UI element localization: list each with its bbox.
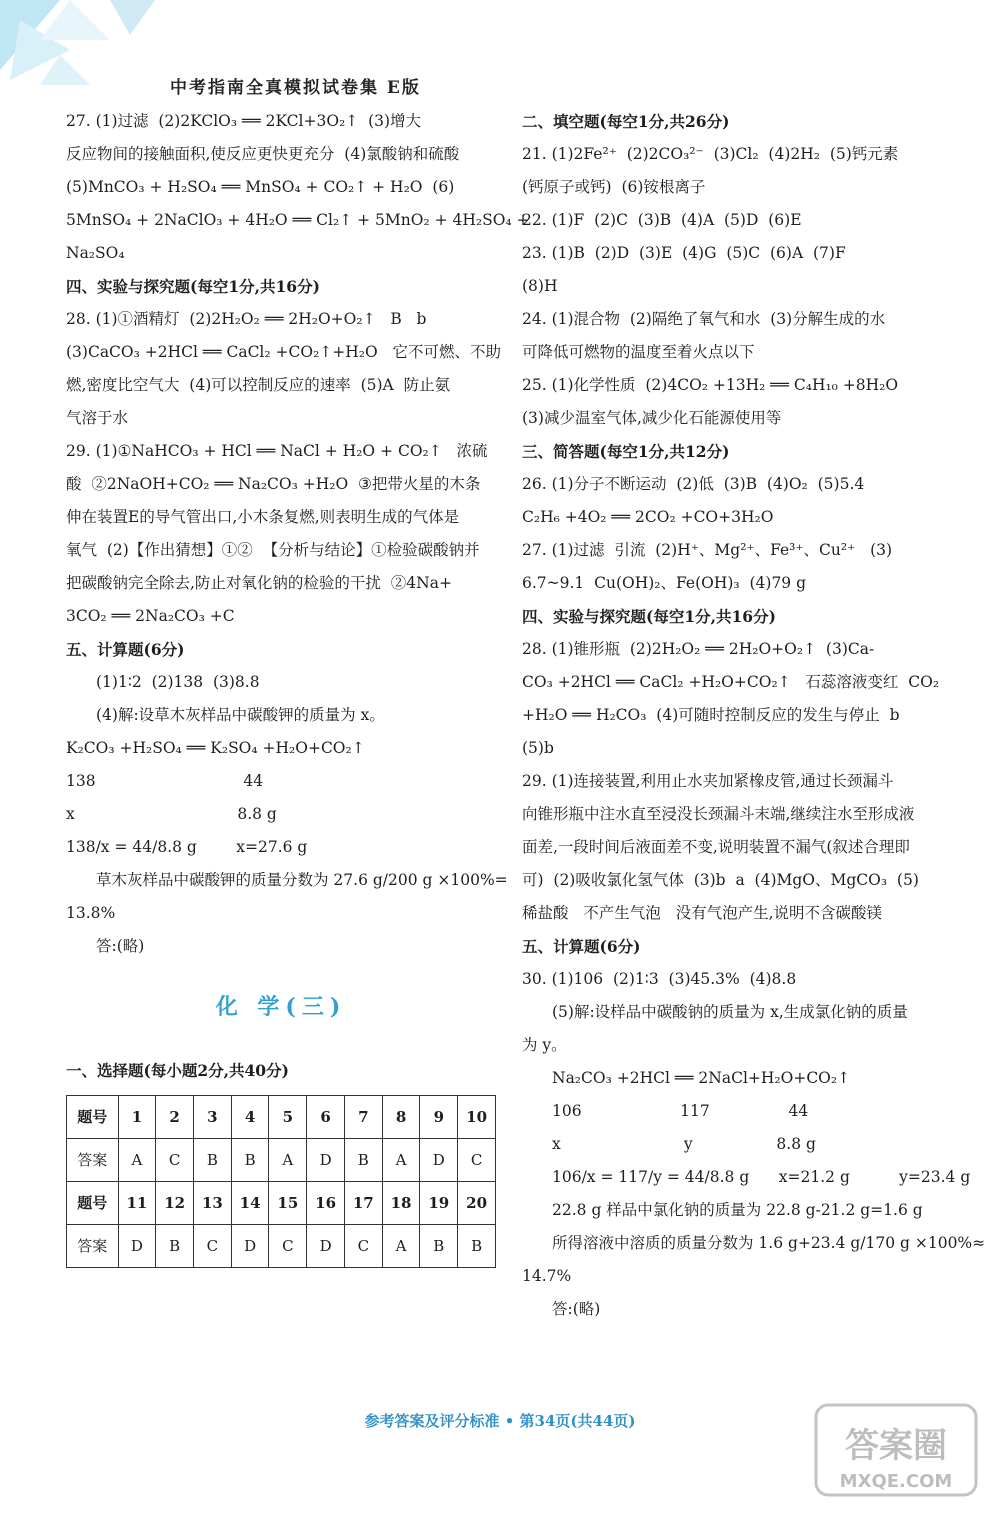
- cell: 12: [156, 1182, 194, 1225]
- text-line: 25. (1)化学性质 (2)4CO₂ +13H₂ ══ C₄H₁₀ +8H₂O: [522, 376, 899, 394]
- text-line: (1)1∶2 (2)138 (3)8.8: [96, 673, 260, 691]
- cell: 18: [382, 1182, 420, 1225]
- cell: 6: [307, 1096, 345, 1139]
- text-line: 可降低可燃物的温度至着火点以下: [522, 343, 755, 361]
- right-q26: [522, 468, 952, 534]
- text-line: 22.8 g 样品中氯化钠的质量为 22.8 g-21.2 g=1.6 g: [552, 1201, 923, 1219]
- text-line: 向锥形瓶中注水直至浸没长颈漏斗末端,继续注水至形成液: [522, 805, 915, 823]
- text-line: 106 117 44: [552, 1102, 809, 1120]
- answer-note: 答:(略): [96, 937, 145, 955]
- right-q21: [522, 138, 952, 204]
- text-line: 3CO₂ ══ 2Na₂CO₃ +C: [66, 607, 235, 625]
- right-q24: [522, 303, 952, 369]
- cell: 4: [231, 1096, 269, 1139]
- svg-text:答案圈: 答案圈: [845, 1426, 947, 1466]
- text-line: 可) (2)吸收氯化氢气体 (3)b a (4)MgO、MgCO₃ (5): [522, 871, 919, 889]
- text-line: 所得溶液中溶质的质量分数为 1.6 g+23.4 g/170 g ×100%≈: [552, 1234, 986, 1252]
- left-q27: [66, 105, 530, 270]
- text-line: (5)MnCO₃ + H₂SO₄ ══ MnSO₄ + CO₂↑ + H₂O (6): [66, 178, 455, 196]
- right-q30: [522, 963, 986, 1326]
- table-row: [67, 1139, 496, 1182]
- row-label: 题号: [67, 1096, 119, 1139]
- text-line: 22. (1)F (2)C (3)B (4)A (5)D (6)E: [522, 211, 802, 229]
- cell: 15: [269, 1182, 307, 1225]
- cell: B: [344, 1139, 382, 1182]
- text-line: 稀盐酸 不产生气泡 没有气泡产生,说明不含碳酸镁: [522, 904, 882, 922]
- text-line: 燃,密度比空气大 (4)可以控制反应的速率 (5)A 防止氨: [66, 376, 451, 394]
- cell: 9: [420, 1096, 458, 1139]
- text-line: 6.7~9.1 Cu(OH)₂、Fe(OH)₃ (4)79 g: [522, 574, 807, 592]
- cell: D: [118, 1225, 156, 1268]
- right-q28: [522, 633, 952, 765]
- cell: B: [231, 1139, 269, 1182]
- cell: C: [344, 1225, 382, 1268]
- text-line: 5MnSO₄ + 2NaClO₃ + 4H₂O ══ Cl₂↑ + 5MnO₂ + 4H₂SO₄ +: [66, 211, 530, 229]
- answer-note: 答:(略): [552, 1300, 601, 1318]
- cell: D: [231, 1225, 269, 1268]
- page-footer: 参考答案及评分标准 • 第34页(共44页): [364, 1412, 636, 1430]
- corner-decoration: [0, 0, 170, 90]
- left-calc-eq: [66, 732, 496, 864]
- right-q29: [522, 765, 952, 930]
- text-line: 反应物间的接触面积,使反应更快更充分 (4)氯酸钠和硫酸: [66, 145, 460, 163]
- cell: A: [118, 1139, 156, 1182]
- cell: 8: [382, 1096, 420, 1139]
- text-line: 14.7%: [522, 1267, 572, 1285]
- text-line: 13.8%: [66, 904, 116, 922]
- text-line: (钙原子或钙) (6)铵根离子: [522, 178, 706, 196]
- text-line: 23. (1)B (2)D (3)E (4)G (5)C (6)A (7)F: [522, 244, 846, 262]
- cell: D: [307, 1225, 345, 1268]
- section-heading: 四、实验与探究题(每空1分,共16分): [522, 607, 776, 626]
- cell: 10: [458, 1096, 496, 1139]
- cell: A: [269, 1139, 307, 1182]
- table-row: [67, 1096, 496, 1139]
- text-line: C₂H₆ +4O₂ ══ 2CO₂ +CO+3H₂O: [522, 508, 774, 526]
- text-line: (3)CaCO₃ +2HCl ══ CaCl₂ +CO₂↑+H₂O 它不可燃、不助: [66, 343, 501, 361]
- cell: 1: [118, 1096, 156, 1139]
- cell: C: [269, 1225, 307, 1268]
- text-line: 面差,一段时间后液面差不变,说明装置不漏气(叙述合理即: [522, 838, 910, 856]
- text-line: 24. (1)混合物 (2)隔绝了氧气和水 (3)分解生成的水: [522, 310, 886, 328]
- chem3-title: 化 学(三): [215, 994, 347, 1020]
- cell: B: [194, 1139, 232, 1182]
- text-line: 27. (1)过滤 引流 (2)H⁺、Mg²⁺、Fe³⁺、Cu²⁺ (3): [522, 541, 893, 559]
- cell: C: [458, 1139, 496, 1182]
- text-line: 30. (1)106 (2)1∶3 (3)45.3% (4)8.8: [522, 970, 797, 988]
- right-q25: [522, 369, 952, 435]
- text-line: (4)解:设草木灰样品中碳酸钾的质量为 x。: [96, 706, 385, 724]
- watermark-logo: [806, 1395, 986, 1505]
- cell: A: [382, 1225, 420, 1268]
- cell: 5: [269, 1096, 307, 1139]
- text-line: 138/x = 44/8.8 g x=27.6 g: [66, 838, 308, 856]
- left-q28: [66, 303, 501, 435]
- cell: B: [458, 1225, 496, 1268]
- text-line: 草木灰样品中碳酸钾的质量分数为 27.6 g/200 g ×100%=: [96, 871, 508, 889]
- text-line: +H₂O ══ H₂CO₃ (4)可随时控制反应的发生与停止 b: [522, 706, 900, 724]
- row-label: 答案: [67, 1225, 119, 1268]
- cell: 2: [156, 1096, 194, 1139]
- text-line: 为 y。: [522, 1036, 567, 1054]
- table-row: [67, 1225, 496, 1268]
- svg-text:MXQE.COM: MXQE.COM: [839, 1471, 953, 1492]
- answer-table: [66, 1095, 496, 1268]
- text-line: 138 44: [66, 772, 264, 790]
- cell: 11: [118, 1182, 156, 1225]
- text-line: 酸 ②2NaOH+CO₂ ══ Na₂CO₃ +H₂O ③把带火星的木条: [66, 475, 481, 493]
- text-line: K₂CO₃ +H₂SO₄ ══ K₂SO₄ +H₂O+CO₂↑: [66, 739, 365, 757]
- section-heading: 五、计算题(6分): [522, 937, 641, 956]
- cell: B: [420, 1225, 458, 1268]
- section-heading: 一、选择题(每小题2分,共40分): [66, 1061, 289, 1080]
- cell: B: [156, 1225, 194, 1268]
- left-q29: [66, 435, 496, 633]
- table-row: [67, 1182, 496, 1225]
- text-line: (3)减少温室气体,减少化石能源使用等: [522, 409, 782, 427]
- text-line: 21. (1)2Fe²⁺ (2)2CO₃²⁻ (3)Cl₂ (4)2H₂ (5)钙元素: [522, 145, 899, 163]
- cell: A: [382, 1139, 420, 1182]
- text-line: 29. (1)①NaHCO₃ + HCl ══ NaCl + H₂O + CO₂↑ 浓硫: [66, 442, 488, 460]
- section-heading: 四、实验与探究题(每空1分,共16分): [66, 277, 320, 296]
- text-line: (5)解:设样品中碳酸钠的质量为 x,生成氯化钠的质量: [552, 1003, 908, 1021]
- text-line: 28. (1)锥形瓶 (2)2H₂O₂ ══ 2H₂O+O₂↑ (3)Ca-: [522, 640, 875, 658]
- text-line: x 8.8 g: [66, 805, 277, 823]
- text-line: 28. (1)①酒精灯 (2)2H₂O₂ ══ 2H₂O+O₂↑ B b: [66, 310, 427, 328]
- text-line: CO₃ +2HCl ══ CaCl₂ +H₂O+CO₂↑ 石蕊溶液变红 CO₂: [522, 673, 940, 691]
- text-line: 106/x = 117/y = 44/8.8 g x=21.2 g y=23.4 g: [552, 1168, 971, 1186]
- cell: D: [307, 1139, 345, 1182]
- text-line: 氧气 (2)【作出猜想】①② 【分析与结论】①检验碳酸钠并: [66, 541, 480, 559]
- text-line: (8)H: [522, 277, 558, 295]
- cell: 17: [344, 1182, 382, 1225]
- text-line: 27. (1)过滤 (2)2KClO₃ ══ 2KCl+3O₂↑ (3)增大: [66, 112, 422, 130]
- right-q23: [522, 237, 952, 303]
- row-label: 答案: [67, 1139, 119, 1182]
- cell: 3: [194, 1096, 232, 1139]
- text-line: 29. (1)连接装置,利用止水夹加紧橡皮管,通过长颈漏斗: [522, 772, 894, 790]
- cell: 14: [231, 1182, 269, 1225]
- text-line: 气溶于水: [66, 409, 129, 427]
- text-line: 26. (1)分子不断运动 (2)低 (3)B (4)O₂ (5)5.4: [522, 475, 865, 493]
- right-column: [522, 105, 986, 1326]
- text-line: x y 8.8 g: [552, 1135, 816, 1153]
- header-title: 中考指南全真模拟试卷集 E版: [170, 78, 421, 98]
- cell: D: [420, 1139, 458, 1182]
- cell: 16: [307, 1182, 345, 1225]
- section-heading: 二、填空题(每空1分,共26分): [522, 112, 730, 131]
- left-column: [66, 105, 530, 1268]
- text-line: Na₂SO₄: [66, 244, 125, 262]
- text-line: Na₂CO₃ +2HCl ══ 2NaCl+H₂O+CO₂↑: [552, 1069, 851, 1087]
- cell: 19: [420, 1182, 458, 1225]
- cell: C: [156, 1139, 194, 1182]
- section-heading: 三、简答题(每空1分,共12分): [522, 442, 730, 461]
- cell: C: [194, 1225, 232, 1268]
- row-label: 题号: [67, 1182, 119, 1225]
- section-heading: 五、计算题(6分): [66, 640, 185, 659]
- left-pct: [66, 864, 508, 897]
- text-line: 把碳酸钠完全除去,防止对氧化钠的检验的干扰 ②4Na+: [66, 574, 452, 592]
- left-calc: [66, 666, 496, 732]
- cell: 7: [344, 1096, 382, 1139]
- right-q27: [522, 534, 952, 600]
- text-line: 伸在装置E的导气管出口,小木条复燃,则表明生成的气体是: [66, 508, 460, 526]
- text-line: (5)b: [522, 739, 554, 757]
- cell: 20: [458, 1182, 496, 1225]
- cell: 13: [194, 1182, 232, 1225]
